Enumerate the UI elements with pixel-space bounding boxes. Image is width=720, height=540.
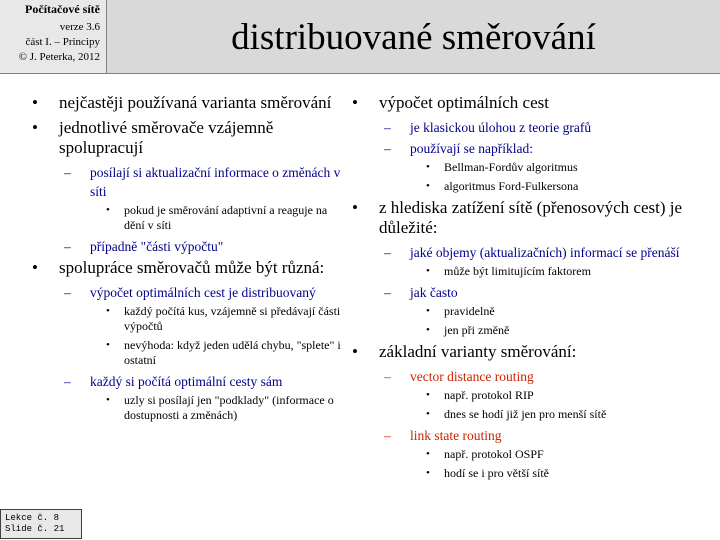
slide-title: distribuované směrování — [231, 17, 596, 58]
sub-bullet-item: – je klasickou úlohou z teorie grafů — [384, 118, 704, 137]
sub-bullet-item: – link state routing — [384, 426, 704, 445]
detail-bullet-item: • každý počítá kus, vzájemně si předávají části výpočtů — [106, 304, 350, 334]
detail-bullet-item: • dnes se hodí již jen pro menší sítě — [426, 407, 704, 422]
bullet-item: • nejčastěji používaná varianta směrování — [32, 93, 350, 113]
detail-bullet-item: • jen při změně — [426, 323, 704, 338]
sub-bullet-item: – vector distance routing — [384, 367, 704, 386]
detail-bullet-item: • pravidelně — [426, 304, 704, 319]
sub-bullet-item: – výpočet optimálních cest je distribuovaný — [64, 283, 350, 302]
detail-bullet-item: • Bellman-Fordův algoritmus — [426, 160, 704, 175]
copyright-label: © J. Peterka, 2012 — [18, 51, 100, 63]
course-title: Počítačové sítě — [25, 2, 100, 16]
sub-bullet-item: – jak často — [384, 283, 704, 302]
sub-bullet-item: – každý si počítá optimální cesty sám — [64, 372, 350, 391]
detail-bullet-item: • algoritmus Ford-Fulkersona — [426, 179, 704, 194]
sub-bullet-item: – používají se například: — [384, 139, 704, 158]
sub-bullet-item: – posílají si aktualizační informace o změnách v síti — [64, 163, 350, 201]
bullet-item: • jednotlivé směrovače vzájemně spolupracují — [32, 118, 350, 158]
detail-bullet-item: • např. protokol OSPF — [426, 447, 704, 462]
header-info-box — [0, 0, 107, 74]
detail-bullet-item: • uzly si posílají jen "podklady" (informace o dostupnosti a změnách) — [106, 393, 350, 423]
detail-bullet-item: • pokud je směrování adaptivní a reaguje na dění v síti — [106, 203, 350, 233]
left-column — [32, 93, 350, 427]
bullet-item: • spolupráce směrovačů může být různá: — [32, 258, 350, 278]
bullet-item: • výpočet optimálních cest — [352, 93, 704, 113]
detail-bullet-item: • např. protokol RIP — [426, 388, 704, 403]
part-label: část I. – Principy — [25, 36, 100, 48]
slide-number: Slide č. 21 — [5, 524, 65, 534]
version-label: verze 3.6 — [59, 21, 100, 33]
bullet-item: • základní varianty směrování: — [352, 342, 704, 362]
detail-bullet-item: • hodí se i pro větší sítě — [426, 466, 704, 481]
title-bar — [107, 0, 720, 74]
right-column — [352, 93, 704, 485]
lecture-number: Lekce č. 8 — [5, 513, 60, 523]
bullet-item: • z hlediska zatížení sítě (přenosových cest) je důležité: — [352, 198, 704, 238]
sub-bullet-item: – případně "části výpočtu" — [64, 237, 350, 256]
slide-footer — [0, 509, 82, 539]
detail-bullet-item: • může být limitujícím faktorem — [426, 264, 704, 279]
detail-bullet-item: • nevýhoda: když jeden udělá chybu, "splete" i ostatní — [106, 338, 350, 368]
sub-bullet-item: – jaké objemy (aktualizačních) informací se přenáší — [384, 243, 704, 262]
